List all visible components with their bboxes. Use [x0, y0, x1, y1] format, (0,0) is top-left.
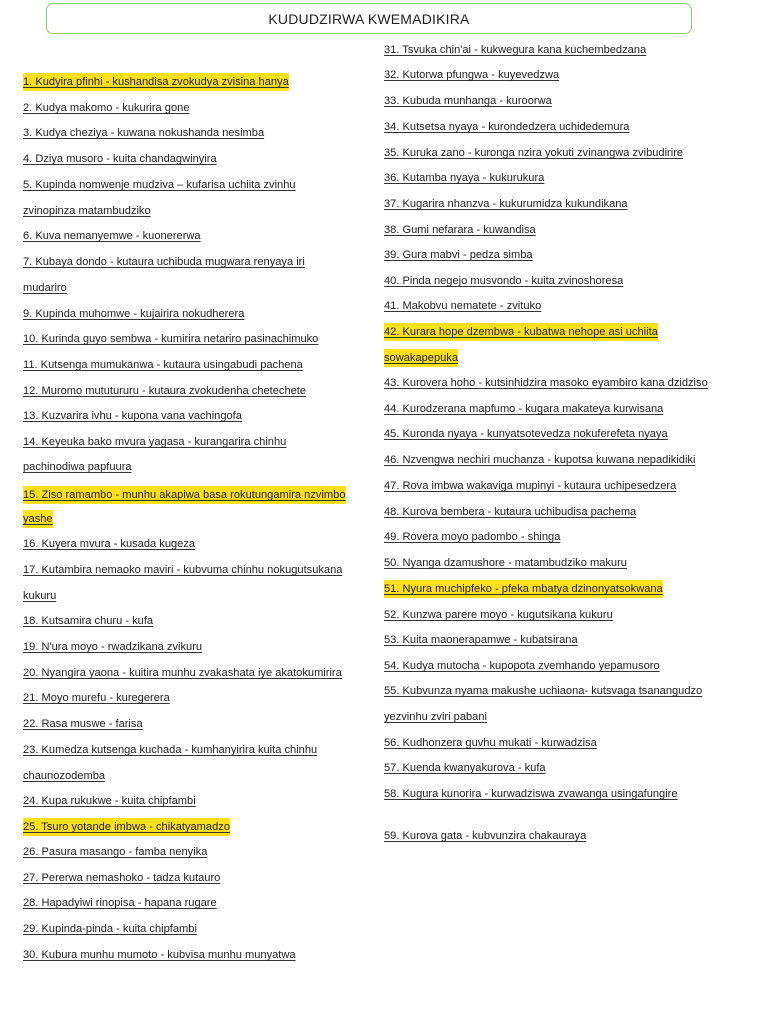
idiom-line: 2. Kudya makomo - kukurira gone — [23, 102, 190, 114]
idiom-line: 4. Dziya musoro - kuita chandagwinyira — [23, 153, 217, 165]
idiom-line: 42. Kurara hope dzembwa - kubatwa nehope asi uchiita — [384, 323, 658, 341]
idiom-line: mudariro — [23, 282, 67, 294]
idiom-line: 36. Kutamba nyaya - kukurukura — [384, 172, 545, 184]
idiom-line: 7. Kubaya dondo - kutaura uchibuda mugwara renyaya iri — [23, 256, 305, 268]
idiom-line: kukuru — [23, 590, 57, 602]
idiom-line: 54. Kudya mutocha - kupopota zvemhando yepamusoro — [384, 660, 660, 672]
idiom-line: 47. Rova imbwa wakaviga mupinyi - kutaura uchipesedzera — [384, 480, 677, 492]
idiom-line: 52. Kunzwa parere moyo - kugutsikana kukuru — [384, 609, 613, 621]
idiom-line: 14. Keyeuka bako mvura yagasa - kurangarira chinhu — [23, 436, 287, 448]
idiom-line: 57. Kuenda kwanyakurova - kufa — [384, 762, 546, 774]
idiom-line: 25. Tsuro yotande imbwa - chikatyamadzo — [23, 818, 230, 836]
idiom-line: 23. Kumedza kutsenga kuchada - kumhanyirira kuita chinhu — [23, 744, 318, 756]
idiom-line: 28. Hapadyiwi rinopisa - hapana rugare — [23, 897, 217, 909]
idiom-line: 30. Kubura munhu mumoto - kubvisa munhu munyatwa — [23, 949, 296, 961]
idiom-line: pachinodiwa papfuura — [23, 461, 132, 473]
idiom-line: 10. Kurinda guyo sembwa - kumirira netariro pasinachimuko — [23, 333, 319, 345]
idiom-line: 39. Gura mabvi - pedza simba — [384, 249, 533, 261]
idiom-line: 46. Nzvengwa nechiri muchanza - kupotsa kuwana nepadikidiki — [384, 454, 696, 466]
idiom-line: 13. Kuzvarira ivhu - kupona vana vachingofa — [23, 410, 242, 422]
idiom-line: 38. Gumi nefarara - kuwandisa — [384, 224, 536, 236]
idiom-line: 19. N'ura moyo - rwadzikana zvikuru — [23, 641, 203, 653]
page-title: KUDUDZIRWA KWEMADIKIRA — [46, 3, 692, 34]
idiom-line: 53. Kuita maonerapamwe - kubatsirana — [384, 634, 578, 646]
idiom-line: 56. Kudhonzera guvhu mukati - kurwadzisa — [384, 737, 597, 749]
idiom-line: yezvinhu zviri pabani — [384, 711, 487, 723]
idiom-line: 1. Kudyira pfinhi - kushandisa zvokudya zvisina hanya — [23, 73, 289, 91]
idiom-line: 22. Rasa muswe - farisa — [23, 718, 143, 730]
idiom-line: 33. Kubuda munhanga - kuroorwa — [384, 95, 552, 107]
idiom-line: 32. Kutorwa pfungwa - kuyevedzwa — [384, 69, 560, 81]
idiom-line: sowakapepuka — [384, 349, 458, 367]
idiom-line: 11. Kutsenga mumukanwa - kutaura usingabudi pachena — [23, 359, 303, 371]
idiom-line: 6. Kuva nemanyemwe - kuonererwa — [23, 230, 201, 242]
idiom-line: 41. Makobvu nematete - zvituko — [384, 300, 542, 312]
idiom-line: 45. Kuronda nyaya - kunyatsotevedza nokuferefeta nyaya — [384, 428, 668, 440]
idiom-line: 40. Pinda negejo musvondo - kuita zvinoshoresa — [384, 275, 624, 287]
idiom-line: zvinopinza matambudziko — [23, 205, 151, 217]
idiom-line: 49. Rovera moyo padombo - shinga — [384, 531, 561, 543]
idiom-line: 44. Kurodzerana mapfumo - kugara makateya kurwisana — [384, 403, 664, 415]
idiom-line: 55. Kubvunza nyama makushe uchiaona- kutsvaga tsanangudzo — [384, 685, 703, 697]
idiom-line: 21. Moyo murefu - kuregerera — [23, 692, 170, 704]
idiom-line: 34. Kutsetsa nyaya - kurondedzera uchidedemura — [384, 121, 630, 133]
idiom-line: 16. Kuyera mvura - kusada kugeza — [23, 538, 196, 550]
idiom-line: chaunozodemba — [23, 770, 106, 782]
idiom-line: 3. Kudya cheziya - kuwana nokushanda nesimba — [23, 127, 265, 139]
idiom-line: 17. Kutambira nemaoko maviri - kubvuma chinhu nokugutsukana — [23, 564, 343, 576]
idiom-line: 12. Muromo mututururu - kutaura zvokudenha chetechete — [23, 385, 307, 397]
idiom-line: 48. Kurova bembera - kutaura uchibudisa pachema — [384, 506, 637, 518]
idiom-line: 5. Kupinda nomwenje mudziva – kufarisa uchiita zvinhu — [23, 179, 296, 191]
idiom-line: 27. Pererwa nemashoko - tadza kutauro — [23, 872, 221, 884]
idiom-line: 15. Ziso ramambo - munhu akapiwa basa rokutungamira nzvimbo — [23, 486, 346, 504]
idiom-line: 20. Nyangira yaona - kuitira munhu zvakashata iye akatokumirira — [23, 667, 342, 679]
idiom-line: 35. Kuruka zano - kuronga nzira yokuti zvinangwa zvibudirire — [384, 147, 684, 159]
idiom-line: yashe — [23, 510, 53, 528]
idiom-line: 50. Nyanga dzamushore - matambudziko makuru — [384, 557, 627, 569]
idiom-line: 37. Kugarira nhanzva - kukurumidza kukundikana — [384, 198, 628, 210]
idiom-line: 9. Kupinda muhomwe - kujairira nokudherera — [23, 308, 245, 320]
idiom-line: 31. Tsvuka chin'ai - kukwegura kana kuchembedzana — [384, 44, 647, 56]
idiom-line: 24. Kupa rukukwe - kuita chipfambi — [23, 795, 196, 807]
idiom-line: 26. Pasura masango - famba nenyika — [23, 846, 208, 858]
idiom-line: 29. Kupinda-pinda - kuita chipfambi — [23, 923, 197, 935]
idiom-line: 59. Kurova gata - kubvunzira chakauraya — [384, 830, 587, 842]
idiom-line: 43. Kurovera hoho - kutsinhidzira masoko eyambiro kana dzidziso — [384, 377, 708, 389]
idiom-line: 18. Kutsamira churu - kufa — [23, 615, 154, 627]
idiom-line: 58. Kugura kunorira - kurwadziswa zvawanga usingafungire — [384, 788, 678, 800]
idiom-line: 51. Nyura muchipfeko - pfeka mbatya dzinonyatsokwana — [384, 580, 663, 598]
